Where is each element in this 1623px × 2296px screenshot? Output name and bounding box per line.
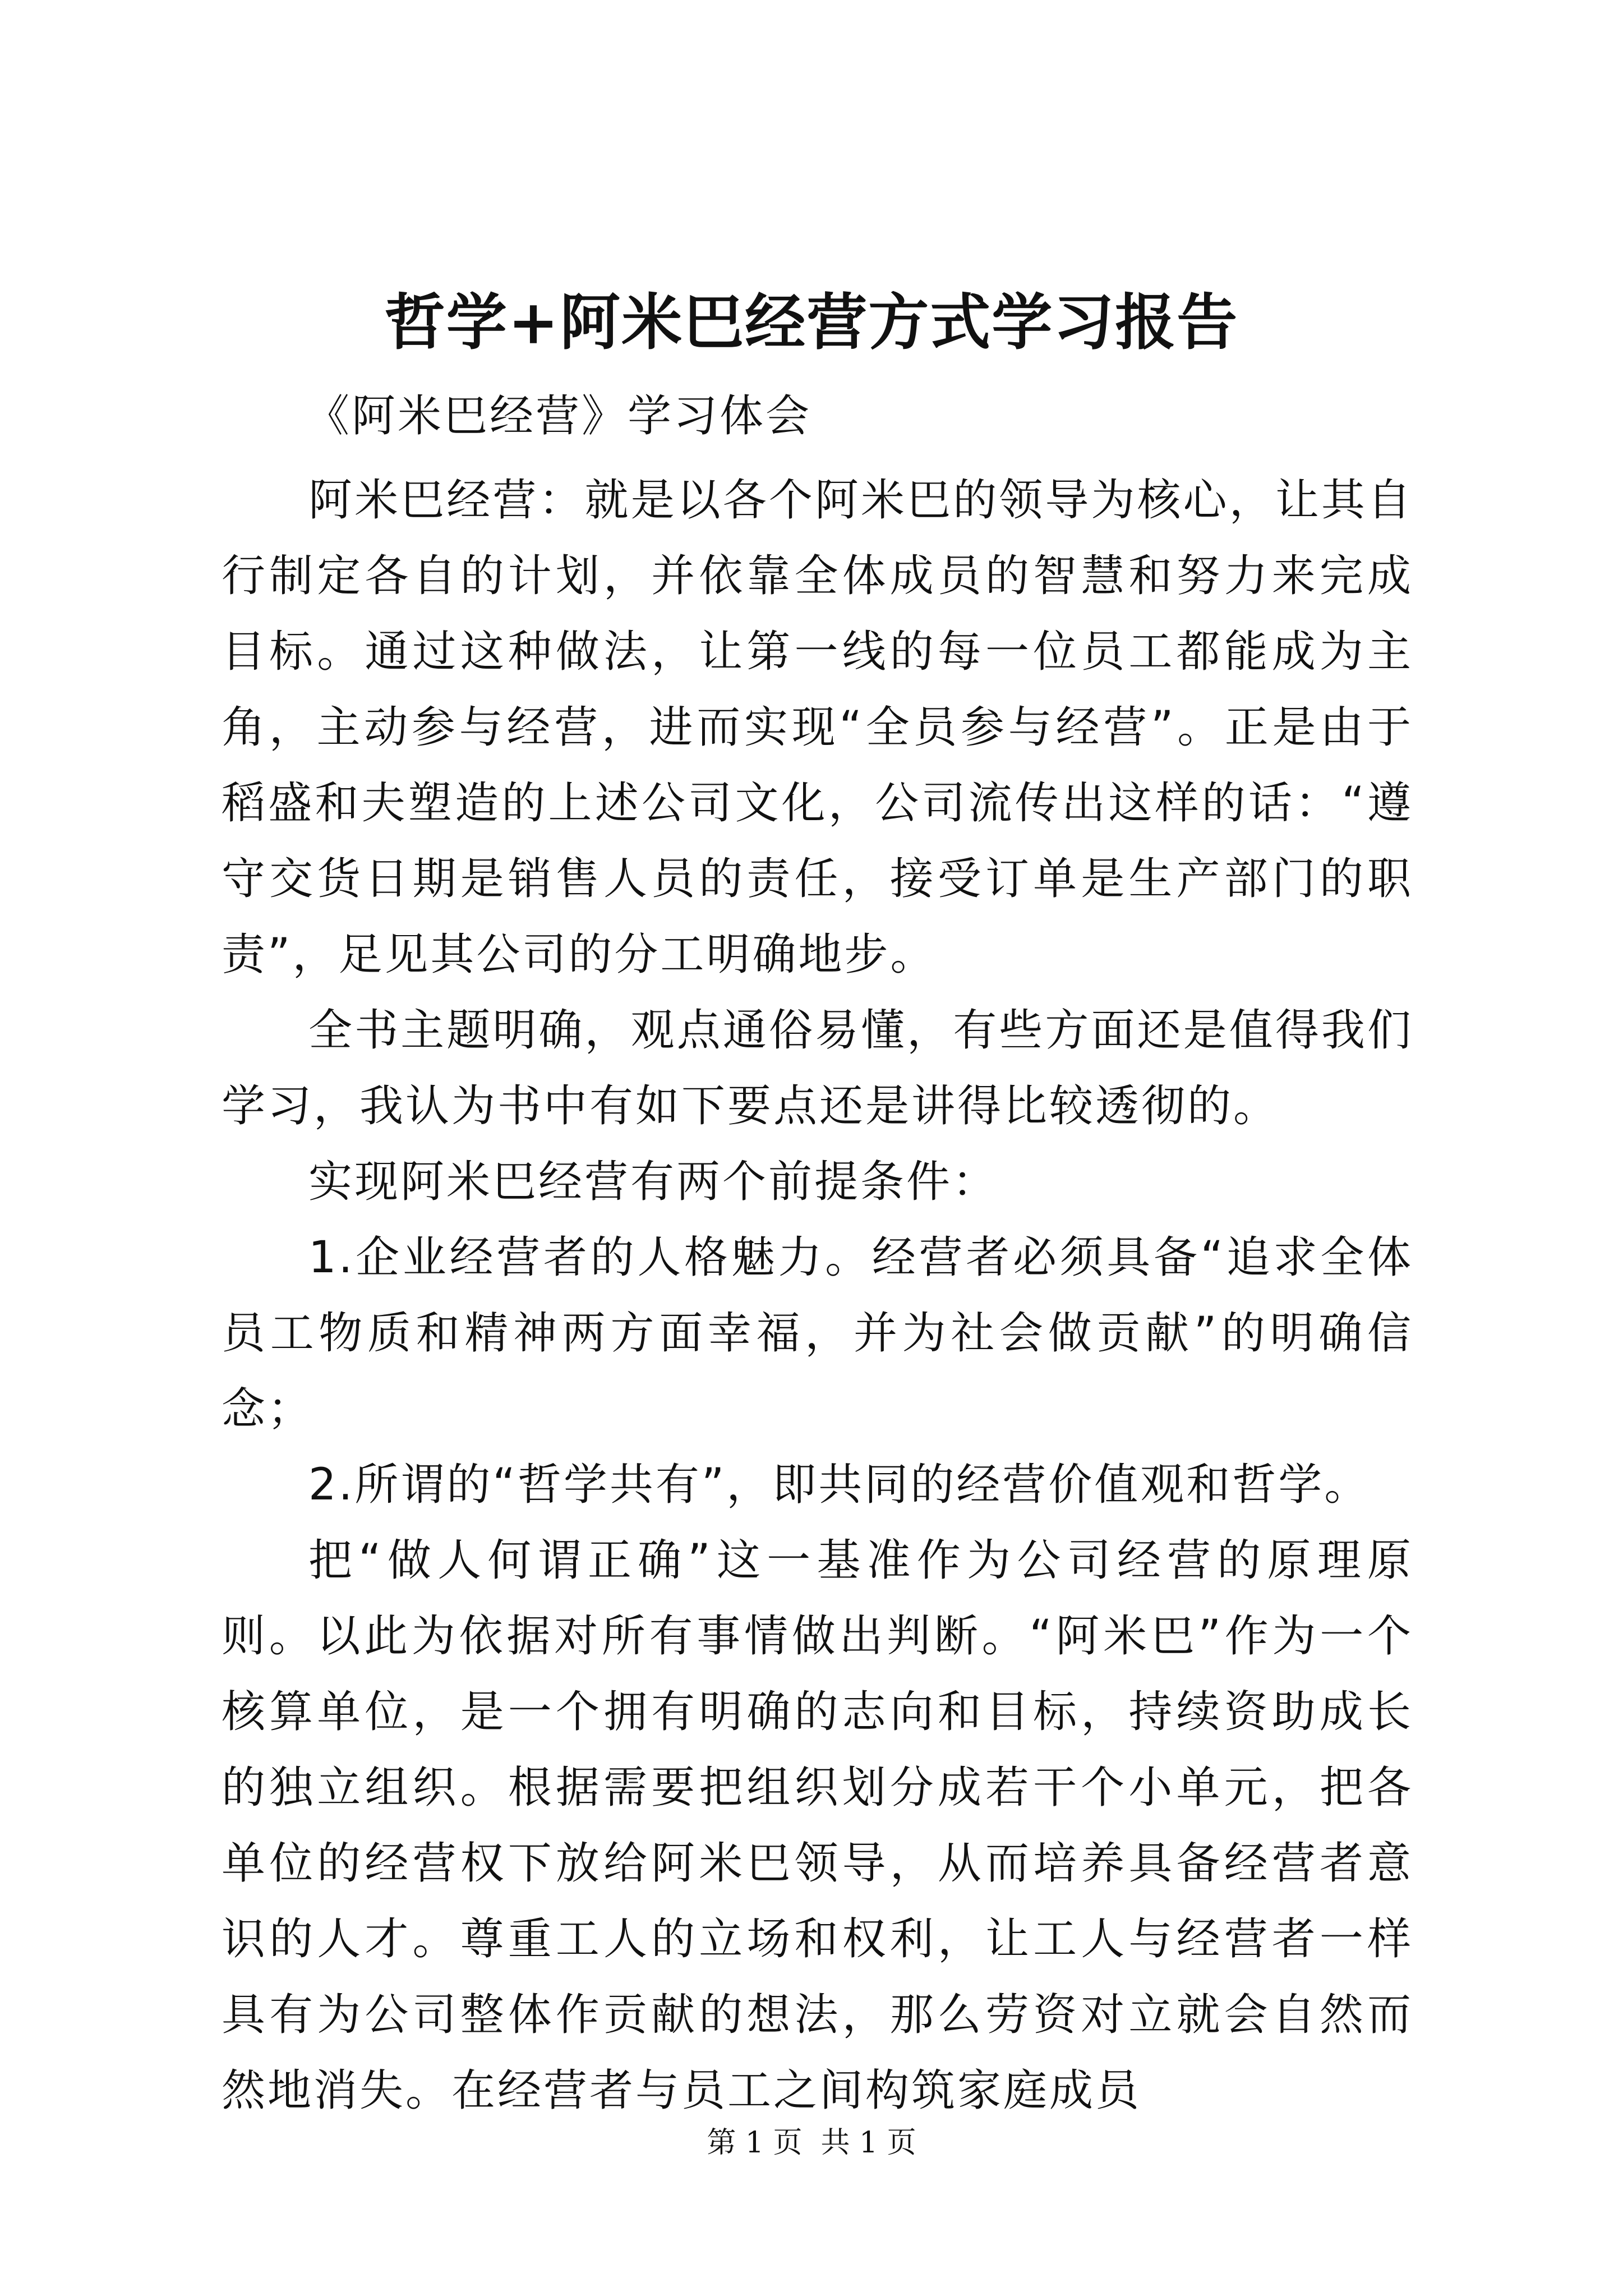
paragraph-condition-2: 2.所谓的“哲学共有”，即共同的经营价值观和哲学。 xyxy=(308,1460,1371,1510)
document-body xyxy=(222,463,1413,2129)
document-subtitle: 《阿米巴经营》学习体会 xyxy=(306,391,812,441)
page-footer xyxy=(0,2123,1623,2162)
paragraph-condition-1: 1.企业经营者的人格魅力。经营者必须具备“追求全体员工物质和精神两方面幸福，并为社会做贡献”的明确信念； xyxy=(222,1232,1413,1434)
paragraph-preconditions: 实现阿米巴经营有两个前提条件： xyxy=(308,1157,999,1207)
paragraph-definition: 阿米巴经营：就是以各个阿米巴的领导为核心，让其自行制定各自的计划，并依靠全体成员的智慧和努力来完成目标。通过这种做法，让第一线的每一位员工都能成为主角，主动参与经营，进而实现“全员参与经营”。正是由于稻盛和夫塑造的上述公司文化，公司流传出这样的话：“遵守交货日期是销售人员的责任，接受订单是生产部门的职责”，足见其公司的分工明确地步。 xyxy=(222,475,1413,980)
document-title: 哲学+阿米巴经营方式学习报告 xyxy=(384,287,1239,358)
paragraph-summary: 全书主题明确，观点通俗易懂，有些方面还是值得我们学习，我认为书中有如下要点还是讲得比较透彻的。 xyxy=(222,1005,1413,1131)
page-number: 第 1 页 共 1 页 xyxy=(707,2126,916,2160)
paragraph-principles: 把“做人何谓正确”这一基准作为公司经营的原理原则。以此为依据对所有事情做出判断。“阿米巴”作为一个核算单位，是一个拥有明确的志向和目标，持续资助成长的独立组织。根据需要把组织划分成若干个小单元，把各单位的经营权下放给阿米巴领导，从而培养具备经营者意识的人才。尊重工人的立场和权利，让工人与经营者一样具有为公司整体作贡献的想法，那么劳资对立就会自然而然地消失。在经营者与员工之间构筑家庭成员 xyxy=(222,1535,1413,2116)
